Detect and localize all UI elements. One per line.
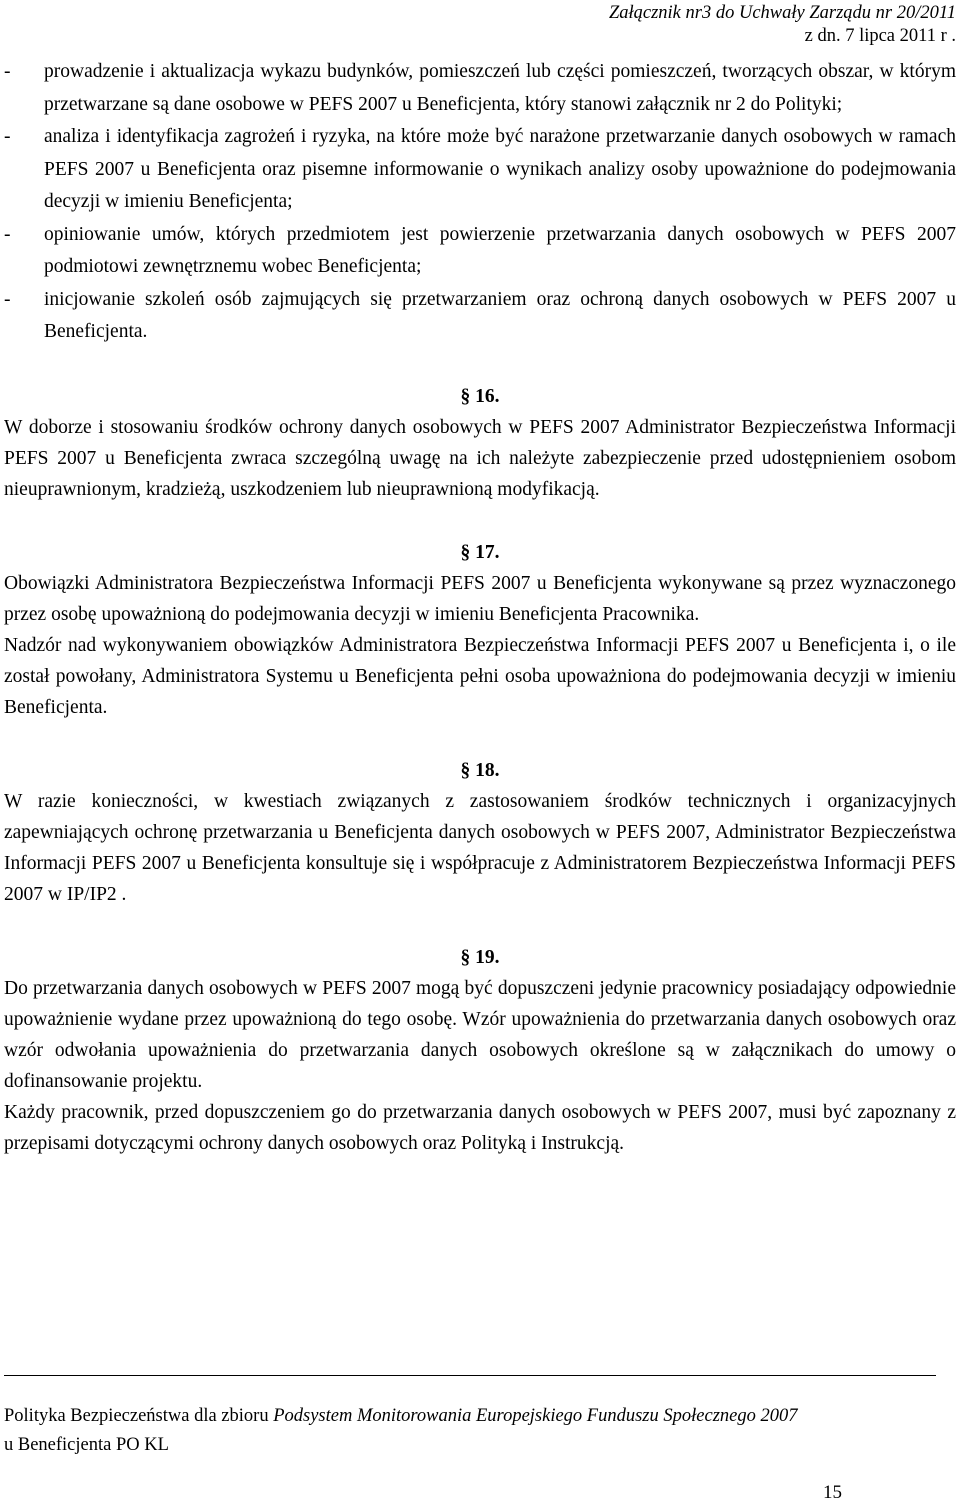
section-heading [4,381,956,412]
section-number: 16. [475,385,500,407]
footer-line-1 [4,1402,797,1431]
header-attachment-note: Załącznik nr3 do Uchwały Zarządu nr 20/2011 [608,3,956,23]
section-heading [4,537,956,568]
section-18 [4,755,956,910]
section-symbol: § [460,541,471,563]
list-item-text: analiza i identyfikacja zagrożeń i ryzyka, na które może być narażone przetwarzanie danych osobowych w ramach PEFS 2007 u Beneficjenta oraz pisemne informowanie o wynikach analizy osoby upoważnione do podejmowania decyzji w imieniu Beneficjenta; [44,126,956,212]
footer-policy-title: Polityka Bezpieczeństwa dla zbioru [4,1406,274,1426]
page-number: 15 [823,1482,842,1503]
section-heading [4,755,956,786]
section-paragraph: Każdy pracownik, przed dopuszczeniem go do przetwarzania danych osobowych w PEFS 2007, musi być zapoznany z przepisami dotyczącymi ochrony danych osobowych oraz Polityką i Instrukcją. [4,1101,956,1154]
list-dash: - [4,61,11,82]
section-symbol: § [460,385,471,407]
section-symbol: § [460,946,471,968]
section-paragraph: Do przetwarzania danych osobowych w PEFS 2007 mogą być dopuszczeni jedynie pracownicy posiadający odpowiednie upoważnienie wydane przez upoważnioną do tego osobę. Wzór upoważnienia do przetwarzania danych osobowych oraz wzór odwołania upoważnienia do przetwarzania danych osobowych określone są w załącznikach do umowy o dofinansowanie projektu. [4,977,956,1092]
page-header [609,2,956,48]
section-17 [4,537,956,723]
section-number: 17. [475,541,500,563]
list-item-text: inicjowanie szkoleń osób zajmujących się przetwarzaniem oraz ochroną danych osobowych w PEFS 2007 u Beneficjenta. [44,288,956,342]
list-dash: - [4,126,11,147]
section-paragraph: Obowiązki Administratora Bezpieczeństwa Informacji PEFS 2007 u Beneficjenta wykonywane są przez wyznaczonego przez osobę upoważnioną do podejmowania decyzji w imieniu Beneficjenta Pracownika. [4,572,956,625]
section-number: 19. [475,946,500,968]
footer-system-name: Podsystem Monitorowania Europejskiego Funduszu Społecznego 2007 [273,1406,798,1426]
section-symbol: § [460,759,471,781]
list-dash: - [4,288,11,310]
list-item [4,121,956,219]
list-dash: - [4,223,11,245]
footer-divider [4,1375,936,1376]
footer-line-2: u Beneficjenta PO KL [4,1435,169,1455]
page-footer [4,1402,797,1460]
section-paragraph: W razie konieczności, w kwestiach związanych z zastosowaniem środków technicznych i organizacyjnych zapewniających ochronę przetwarzania u Beneficjenta danych osobowych w PEFS 2007, Administrator Bezpieczeństwa Informacji PEFS 2007 u Beneficjenta konsultuje się i współpracuje z Administratorem Bezpieczeństwa Informacji PEFS 2007 w IP/IP2 . [4,790,956,905]
section-paragraph: Nadzór nad wykonywaniem obowiązków Administratora Bezpieczeństwa Informacji PEFS 2007 u Beneficjenta i, o ile został powołany, Administratora Systemu u Beneficjenta pełni osoba upoważniona do podejmowania decyzji w imieniu Beneficjenta. [4,634,956,718]
list-item [4,284,956,349]
header-date: z dn. 7 lipca 2011 r . [804,26,956,46]
list-item [4,219,956,284]
section-19 [4,942,956,1159]
list-item-text: prowadzenie i aktualizacja wykazu budynków, pomieszczeń lub części pomieszczeń, tworzących obszar, w którym przetwarzane są dane osobowe w PEFS 2007 u Beneficjenta, który stanowi załącznik nr 2 do Polityki; [44,61,956,115]
section-number: 18. [475,759,500,781]
section-heading [4,942,956,973]
section-16 [4,381,956,505]
duties-list [4,56,956,349]
list-item-text: opiniowanie umów, których przedmiotem jest powierzenie przetwarzania danych osobowych w PEFS 2007 podmiotowi zewnętrznemu wobec Beneficjenta; [44,223,956,277]
section-paragraph: W doborze i stosowaniu środków ochrony danych osobowych w PEFS 2007 Administrator Bezpieczeństwa Informacji PEFS 2007 u Beneficjenta zwraca szczególną uwagę na ich należyte zabezpieczenie przed udostępnieniem osobom nieuprawnionym, kradzieżą, uszkodzeniem lub nieuprawnioną modyfikacją. [4,416,956,500]
list-item [4,56,956,121]
document-body [4,56,956,1159]
